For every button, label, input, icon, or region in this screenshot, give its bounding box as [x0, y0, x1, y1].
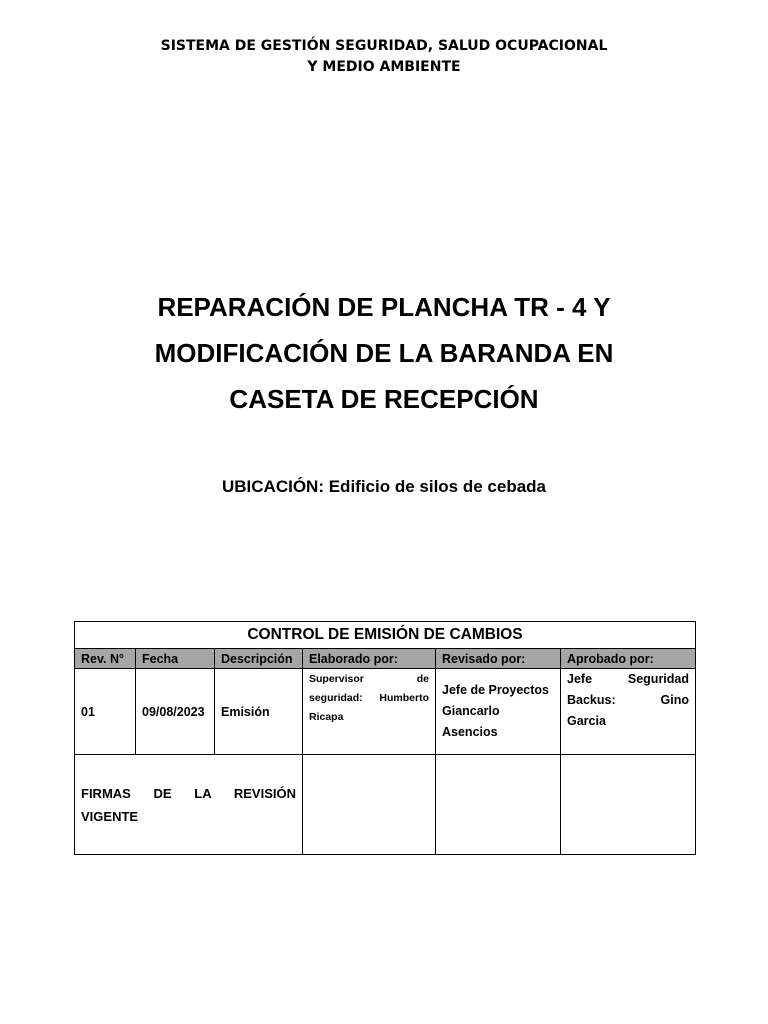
signature-aprobado	[561, 755, 696, 855]
header-elaborado: Elaborado por:	[303, 649, 436, 669]
cell-revisado: Jefe de Proyectos Giancarlo Asencios	[436, 669, 561, 755]
header-revisado: Revisado por:	[436, 649, 561, 669]
signature-row	[75, 755, 696, 855]
header-descripcion: Descripción	[215, 649, 303, 669]
location-line	[0, 476, 768, 498]
document-title	[0, 284, 768, 422]
document-header	[0, 36, 768, 78]
table-caption-row	[75, 622, 696, 649]
table-header-row	[75, 649, 696, 669]
header-rev: Rev. N°	[75, 649, 136, 669]
location-value: Edificio de silos de cebada	[328, 477, 547, 496]
header-line-1: SISTEMA DE GESTIÓN SEGURIDAD, SALUD OCUPACIONAL	[160, 38, 608, 54]
signature-elaborado	[303, 755, 436, 855]
table-row	[75, 669, 696, 755]
cell-elaborado: Supervisor de seguridad: Humberto Ricapa	[303, 669, 436, 755]
cell-rev: 01	[75, 669, 136, 755]
cell-aprobado: Jefe Seguridad Backus: Gino Garcia	[561, 669, 696, 755]
change-control-table	[74, 621, 696, 855]
title-line-3: CASETA DE RECEPCIÓN	[229, 384, 539, 414]
cell-fecha: 09/08/2023	[136, 669, 215, 755]
header-line-2: Y MEDIO AMBIENTE	[307, 59, 461, 75]
cell-descripcion: Emisión	[215, 669, 303, 755]
location-label: UBICACIÓN:	[221, 477, 324, 496]
signature-revisado	[436, 755, 561, 855]
title-line-2: MODIFICACIÓN DE LA BARANDA EN	[154, 338, 614, 368]
table-caption: CONTROL DE EMISIÓN DE CAMBIOS	[75, 622, 696, 649]
header-aprobado: Aprobado por:	[561, 649, 696, 669]
title-line-1: REPARACIÓN DE PLANCHA TR - 4 Y	[157, 292, 611, 322]
header-fecha: Fecha	[136, 649, 215, 669]
signatures-label: FIRMAS DE LA REVISIÓN VIGENTE	[75, 755, 303, 855]
